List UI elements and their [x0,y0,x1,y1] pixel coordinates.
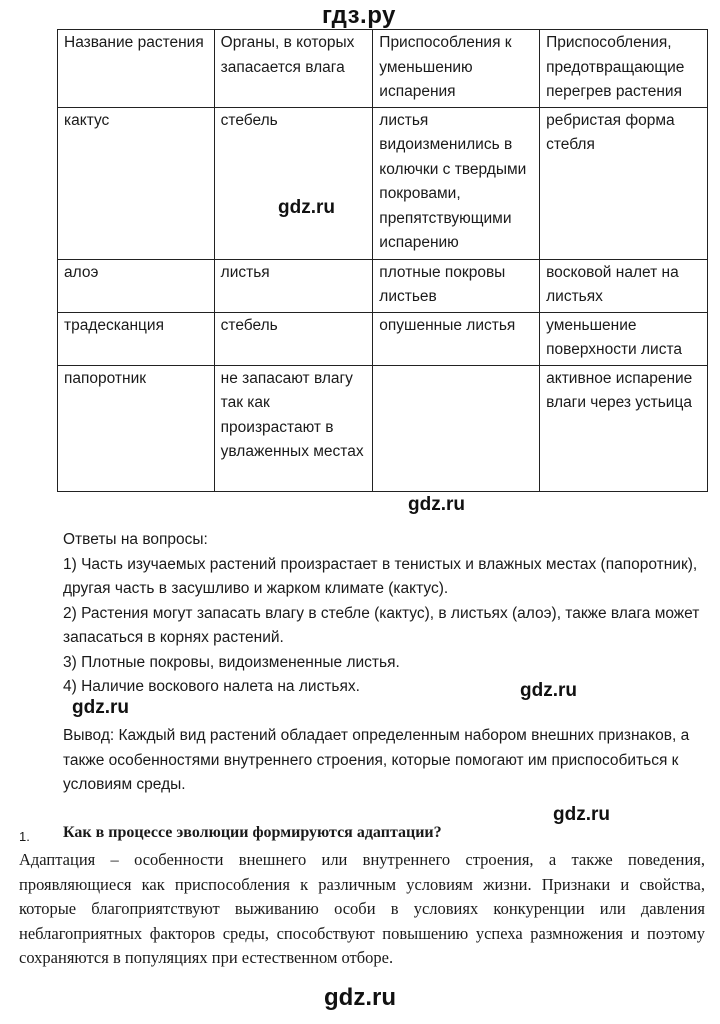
question-title: Как в процессе эволюции формируются адаптации? [63,824,442,841]
table-header-cell: Название растения [58,30,215,108]
answer-item: 2) Растения могут запасать влагу в стебле (кактус), в листьях (алоэ), также влага может запасаться в корнях растений. [63,604,700,646]
table-cell: листья видоизменились в колючки с твердыми покровами, препятствующими испарению [373,107,540,259]
table-cell: кактус [58,107,215,259]
watermark: gdz.ru [520,680,577,701]
answer-item: 4) Наличие воскового налета на листьях. [63,678,360,695]
watermark-top: гдз.ру [322,2,396,29]
table-cell: не запасают влагу так как произрастают в увлаженных местах [214,365,373,491]
watermark: gdz.ru [278,197,335,218]
table-header-row [58,30,708,108]
table-cell: стебель [214,312,373,365]
table-cell: опушенные листья [373,312,540,365]
table-header-cell: Органы, в которых запасается влага [214,30,373,108]
question-answer [19,848,705,971]
table-cell: алоэ [58,259,215,312]
watermark-bottom: gdz.ru [324,984,396,1011]
table-row [58,365,708,491]
table-cell: стебель [214,107,373,259]
table-cell: ребристая форма стебля [540,107,708,259]
answers-title: Ответы на вопросы: [63,531,208,548]
table-cell: папоротник [58,365,215,491]
answers-section [63,528,703,700]
table-cell: восковой налет на листьях [540,259,708,312]
table-row [58,312,708,365]
plants-table [57,29,708,492]
question-answer-text: Адаптация – особенности внешнего или внутреннего строения, а также поведения, проявляющиеся как приспособления к различным условиям жизни. Признаки и свойства, которые благоприятствуют выживанию особи в условиях конкуренции или давления неблагоприятных факторов среды, способствуют повышению успеха размножения и поэтому сохраняются в популяциях при естественном отборе. [19,850,705,967]
watermark: gdz.ru [72,697,129,718]
table-row [58,107,708,259]
conclusion-text: Вывод: Каждый вид растений обладает определенным набором внешних признаков, а также особенностями внутреннего строения, которые помогают им приспособиться к условиям среды. [63,727,690,793]
table-cell: активное испарение влаги через устьица [540,365,708,491]
watermark: gdz.ru [553,804,610,825]
table-row [58,259,708,312]
watermark: gdz.ru [408,494,465,515]
table-cell: уменьшение поверхности листа [540,312,708,365]
question-number: 1. [19,829,30,844]
table-cell: традесканция [58,312,215,365]
table-cell: листья [214,259,373,312]
table-cell [373,365,540,491]
table-header-cell: Приспособления к уменьшению испарения [373,30,540,108]
answer-item: 1) Часть изучаемых растений произрастает в тенистых и влажных местах (папоротник), другая часть в засушливо и жарком климате (кактус). [63,555,698,597]
answer-item: 3) Плотные покровы, видоизмененные листья. [63,653,400,671]
table-header-cell: Приспособления, предотвращающие перегрев растения [540,30,708,108]
table-cell: плотные покровы листьев [373,259,540,312]
